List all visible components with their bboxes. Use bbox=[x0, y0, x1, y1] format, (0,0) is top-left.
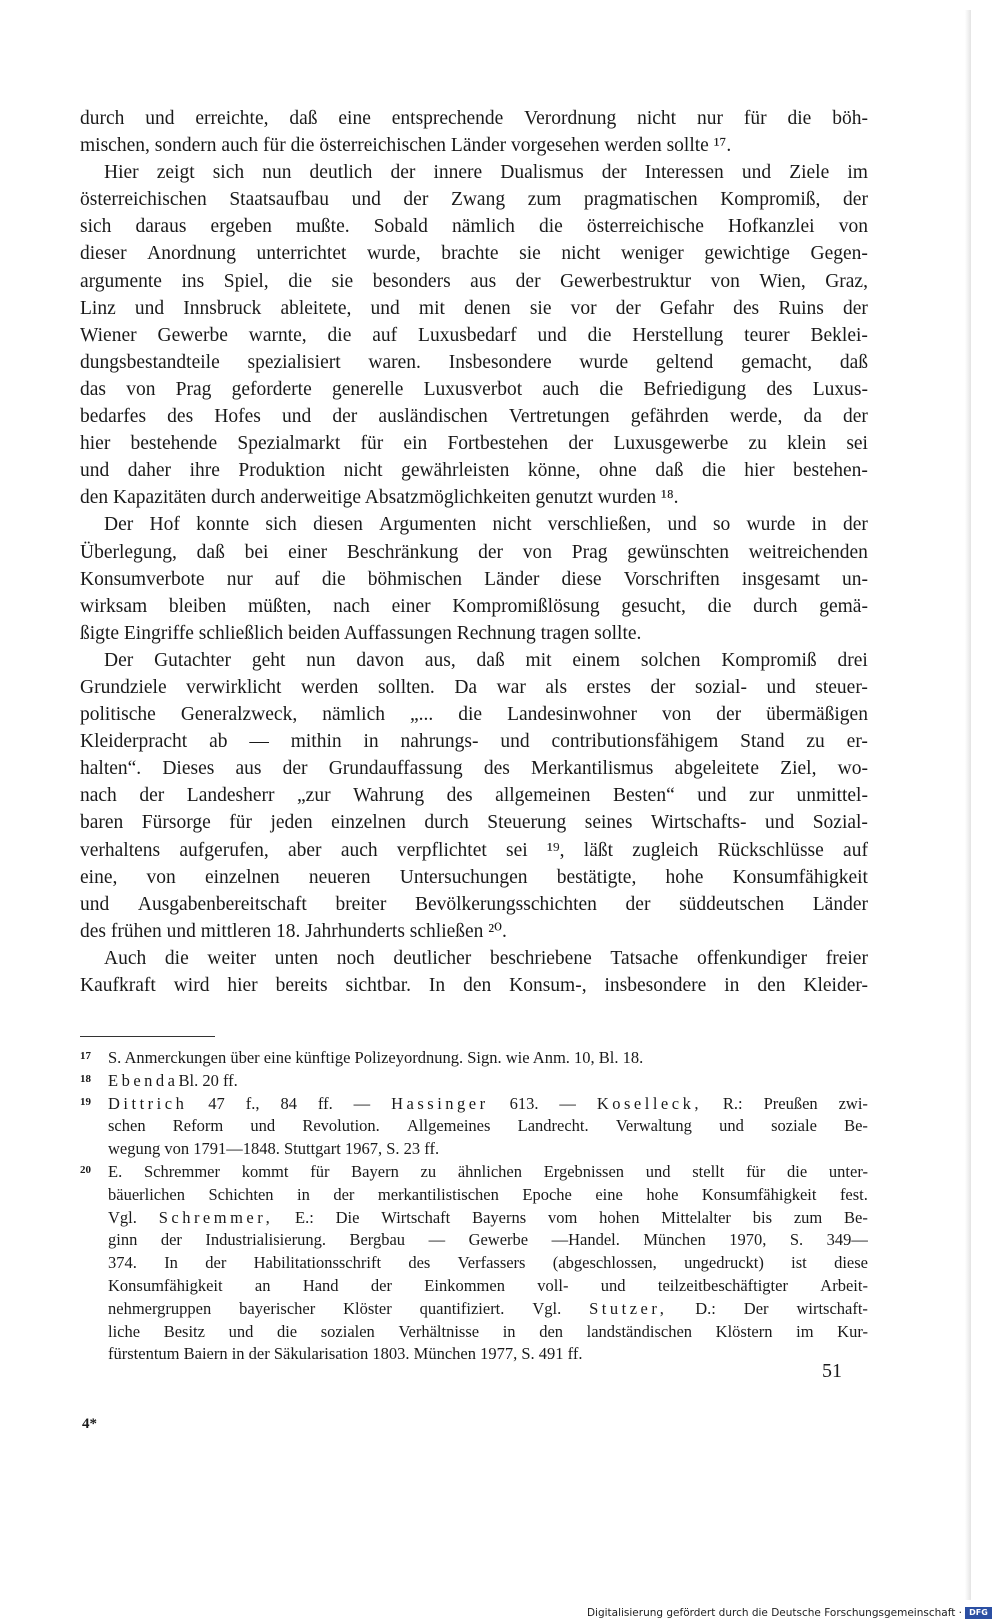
text-line: österreichischen Staatsaufbau und der Zwang zum pragmatischen Kompromiß, der bbox=[80, 189, 868, 211]
footnote-20 bbox=[80, 1161, 868, 1366]
text-line: durch und erreichte, daß eine entsprechende Verordnung nicht nur für die böh- bbox=[80, 108, 868, 129]
text-line: sich daraus ergeben mußte. Sobald nämlich die österreichische Hofkanzlei von bbox=[80, 216, 868, 238]
text-line: Linz und Innsbruck ableitete, und mit denen sie vor der Gefahr des Ruins der bbox=[80, 297, 868, 319]
footnote-number: 20 bbox=[80, 1163, 91, 1176]
footnote-18 bbox=[80, 1070, 868, 1093]
text-line: Grundziele verwirklicht werden sollten. Da war als erstes der sozial- und steuer- bbox=[80, 676, 868, 698]
footnote-line: liche Besitz und die sozialen Verhältnisse in den landständischen Klöstern im Kur- bbox=[108, 1321, 868, 1341]
dfg-logo-icon: DFG bbox=[965, 1607, 992, 1619]
text-line: des frühen und mittleren 18. Jahrhunderts schließen ²⁰. bbox=[80, 920, 507, 942]
footnote-line: Konsumfähigkeit an Hand der Einkommen voll- und teilzeitbeschäftigter Arbeit- bbox=[108, 1275, 868, 1295]
text-line: das von Prag geforderte generelle Luxusverbot auch die Befriedigung des Luxus- bbox=[80, 378, 868, 400]
text-line: Konsumverbote nur auf die böhmischen Länder diese Vorschriften insgesamt un- bbox=[80, 568, 868, 590]
text-line: und daher ihre Produktion nicht gewährleisten könne, ohne daß die hier bestehen- bbox=[80, 460, 868, 482]
text-line: dungsbestandteile spezialisiert waren. Insbesondere wurde geltend gemacht, daß bbox=[80, 351, 868, 373]
text-line: hier bestehende Spezialmarkt für ein Fortbestehen der Luxusgewerbe zu klein sei bbox=[80, 433, 868, 455]
page-edge-shadow bbox=[965, 10, 971, 1600]
text-line: und Ausgabenbereitschaft breiter Bevölkerungsschichten der süddeutschen Länder bbox=[80, 893, 868, 915]
text-line: den Kapazitäten durch anderweitige Absatzmöglichkeiten genutzt wurden ¹⁸. bbox=[80, 487, 679, 509]
footnote-17 bbox=[80, 1047, 868, 1070]
footnote-line: 374. In der Habilitationsschrift des Verfassers (abgeschlossen, ungedruckt) ist diese bbox=[108, 1253, 868, 1273]
digitization-footer bbox=[0, 1605, 1000, 1621]
footnote-line: E. Schremmer kommt für Bayern zu ähnlichen Ergebnissen und stellt für die unter- bbox=[108, 1161, 868, 1181]
text-line: halten“. Dieses aus der Grundauffassung des Merkantilismus abgeleitete Ziel, wo- bbox=[80, 758, 868, 780]
text-line: politische Generalzweck, nämlich „... die Landesinwohner von der übermäßigen bbox=[80, 704, 868, 726]
text-line: Hier zeigt sich nun deutlich der innere Dualismus der Interessen und Ziele im bbox=[104, 162, 868, 184]
footnote-line: S. Anmerckungen über eine künftige Polizeyordnung. Sign. wie Anm. 10, Bl. 18. bbox=[108, 1048, 644, 1067]
text-line: Kleiderpracht ab — mithin in nahrungs- und contributionsfähigem Stand zu er- bbox=[80, 731, 868, 753]
footnote-number: 19 bbox=[80, 1095, 91, 1108]
text-line: Wiener Gewerbe warnte, die auf Luxusbedarf und die Herstellung teurer Beklei- bbox=[80, 324, 868, 346]
text-line: Auch die weiter unten noch deutlicher beschriebene Tatsache offenkundiger freier bbox=[104, 947, 868, 969]
text-line: ßigte Eingriffe schließlich beiden Auffassungen Rechnung tragen sollte. bbox=[80, 622, 642, 644]
text-line: Kaufkraft wird hier bereits sichtbar. In den Konsum-, insbesondere in den Kleider- bbox=[80, 975, 868, 996]
text-line: argumente ins Spiel, die sie besonders aus der Gewerbestruktur von Wien, Graz, bbox=[80, 270, 868, 292]
footnote-line: schen Reform und Revolution. Allgemeines Landrecht. Verwaltung und soziale Be- bbox=[108, 1116, 868, 1136]
text-line: bedarfes des Hofes und der ausländischen Vertretungen gefährden werde, da der bbox=[80, 406, 868, 428]
footnote-line: Vgl. Schremmer, E.: Die Wirtschaft Bayerns vom hohen Mittelalter bis zum Be- bbox=[108, 1207, 868, 1227]
text-line: Der Hof konnte sich diesen Argumenten nicht verschließen, und so wurde in der bbox=[104, 514, 868, 536]
text-line: baren Fürsorge für jeden einzelnen durch Steuerung seines Wirtschafts- und Sozial- bbox=[80, 812, 868, 834]
footnote-line: bäuerlichen Schichten in der merkantilistischen Epoche eine hohe Konsumfähigkeit fest. bbox=[108, 1184, 868, 1204]
text-line: eine, von einzelnen neueren Untersuchungen bestätigte, hohe Konsumfähigkeit bbox=[80, 866, 868, 888]
text-line: Der Gutachter geht nun davon aus, daß mit einem solchen Kompromiß drei bbox=[104, 649, 868, 671]
page-number: 51 bbox=[822, 1360, 842, 1382]
footnote-rule bbox=[80, 1036, 215, 1037]
footnote-line: fürstentum Baiern in der Säkularisation 1803. München 1977, S. 491 ff. bbox=[108, 1344, 583, 1364]
footnote-19 bbox=[80, 1093, 868, 1161]
text-line: wirksam bleiben müßten, nach einer Kompromißlösung gesucht, die durch gemä- bbox=[80, 595, 868, 617]
signature-mark: 4* bbox=[82, 1416, 97, 1432]
footnote-number: 18 bbox=[80, 1072, 91, 1085]
footnote-number: 17 bbox=[80, 1050, 91, 1062]
text-line: nach der Landesherr „zur Wahrung des allgemeinen Besten“ und zur unmittel- bbox=[80, 785, 868, 807]
text-line: Überlegung, daß bei einer Beschränkung der von Prag gewünschten weitreichenden bbox=[80, 541, 868, 563]
text-line: dieser Anordnung unterrichtet wurde, brachte sie nicht weniger gewichtige Gegen- bbox=[80, 243, 868, 265]
footnote-line: Ebenda Bl. 20 ff. bbox=[108, 1070, 238, 1090]
footnotes bbox=[80, 1047, 868, 1366]
body-text bbox=[80, 105, 868, 999]
footnote-line: ginn der Industrialisierung. Bergbau — Gewerbe —Handel. München 1970, S. 349— bbox=[108, 1230, 868, 1250]
text-line: mischen, sondern auch für die österreichischen Länder vorgesehen werden sollte ¹⁷. bbox=[80, 135, 732, 157]
footnote-line: nehmergruppen bayerischer Klöster quantifiziert. Vgl. Stutzer, D.: Der wirtschaft- bbox=[108, 1298, 868, 1318]
text-line: verhaltens aufgerufen, aber auch verpflichtet sei ¹⁹, läßt zugleich Rückschlüsse auf bbox=[80, 839, 868, 861]
footer-credit: Digitalisierung gefördert durch die Deutsche Forschungsgemeinschaft · bbox=[586, 1607, 962, 1619]
footnote-line: Dittrich 47 f., 84 ff. — Hassinger 613. — Koselleck, R.: Preußen zwi- bbox=[108, 1093, 868, 1113]
footnote-line: wegung von 1791—1848. Stuttgart 1967, S. 23 ff. bbox=[108, 1139, 440, 1159]
